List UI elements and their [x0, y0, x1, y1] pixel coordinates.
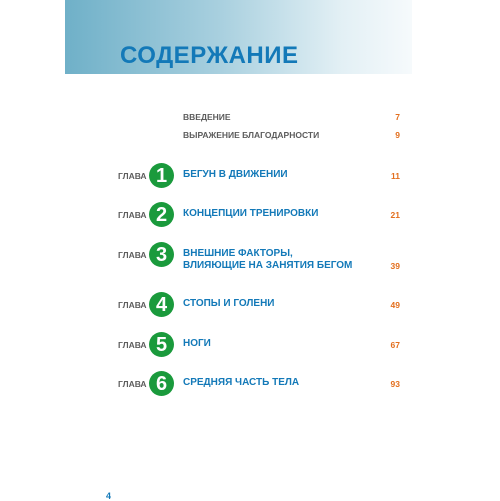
- chapter-label: ГЛАВА: [118, 379, 147, 389]
- chapter-page-number: 49: [390, 300, 400, 310]
- page-number-folio: 4: [106, 491, 112, 501]
- toc-entry-title: ВВЕДЕНИЕ: [183, 112, 231, 122]
- chapter-page-number: 39: [390, 261, 400, 271]
- toc-entry-title: ВЫРАЖЕНИЕ БЛАГОДАРНОСТИ: [183, 130, 320, 140]
- chapter-title-line: КОНЦЕПЦИИ ТРЕНИРОВКИ: [183, 208, 319, 219]
- toc-entry-introduction[interactable]: [183, 112, 400, 124]
- chapter-title: [183, 298, 275, 310]
- page-title: СОДЕРЖАНИЕ: [120, 42, 299, 69]
- chapter-title-line: ВНЕШНИЕ ФАКТОРЫ,: [183, 248, 293, 259]
- chapter-number-badge: 6: [149, 371, 174, 396]
- toc-entry-acknowledgements[interactable]: [183, 130, 400, 142]
- toc-entry-page: 7: [395, 112, 400, 122]
- chapter-number-badge: 3: [149, 242, 174, 267]
- chapter-title-line: ВЛИЯЮЩИЕ НА ЗАНЯТИЯ БЕГОМ: [183, 260, 353, 271]
- chapter-page-number: 21: [390, 210, 400, 220]
- chapter-number-badge: 5: [149, 332, 174, 357]
- chapter-page-number: 67: [390, 340, 400, 350]
- chapter-title: [183, 377, 299, 389]
- toc-entry-page: 9: [395, 130, 400, 140]
- chapter-page-number: 11: [391, 171, 400, 181]
- chapter-title: [183, 208, 318, 220]
- chapter-number-badge: 2: [149, 202, 174, 227]
- chapter-label: ГЛАВА: [118, 171, 147, 181]
- chapter-page-number: 93: [390, 379, 400, 389]
- chapter-title: [183, 248, 352, 272]
- chapter-label: ГЛАВА: [118, 340, 147, 350]
- chapter-title: [183, 338, 211, 350]
- chapter-title-line: СРЕДНЯЯ ЧАСТЬ ТЕЛА: [183, 377, 300, 388]
- chapter-label: ГЛАВА: [118, 250, 147, 260]
- chapter-title-line: НОГИ: [183, 338, 211, 349]
- chapter-label: ГЛАВА: [118, 300, 147, 310]
- chapter-title-line: БЕГУН В ДВИЖЕНИИ: [183, 169, 288, 180]
- chapter-title-line: СТОПЫ И ГОЛЕНИ: [183, 298, 275, 309]
- chapter-title: [183, 169, 288, 181]
- chapter-number-badge: 4: [149, 292, 174, 317]
- chapter-label: ГЛАВА: [118, 210, 147, 220]
- chapter-number-badge: 1: [149, 163, 174, 188]
